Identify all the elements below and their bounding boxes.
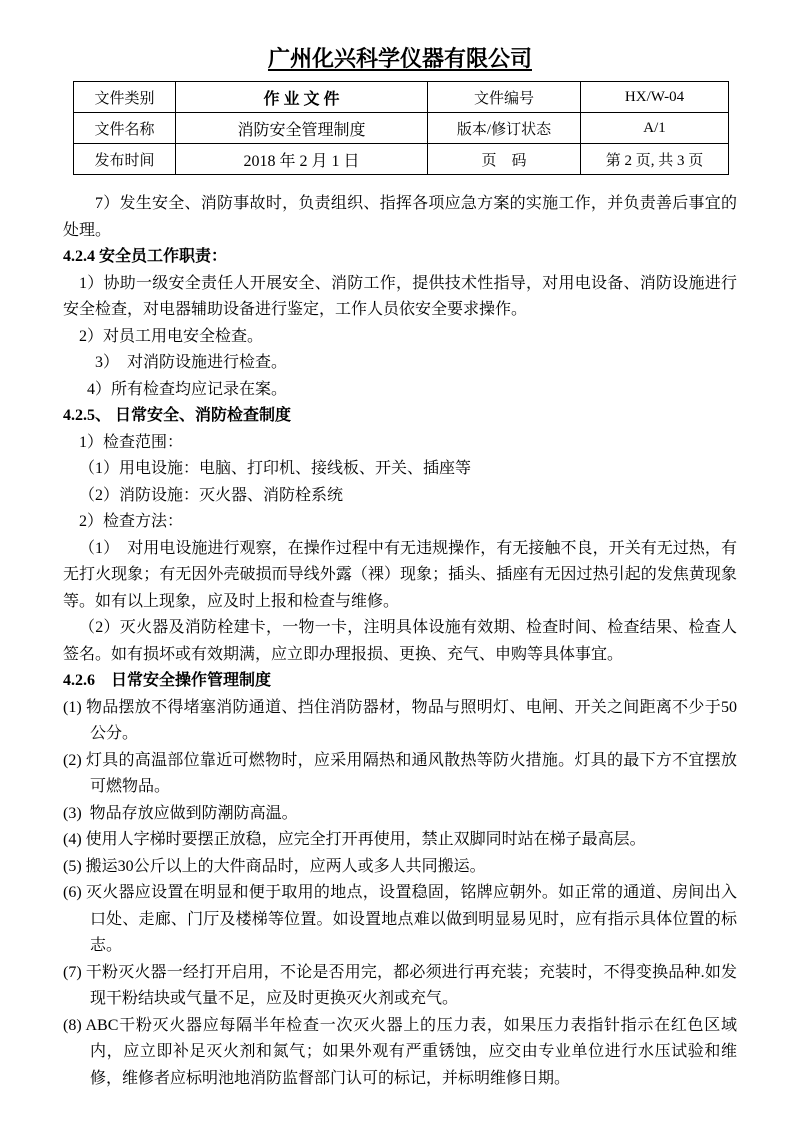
op-marker: (7) [63, 963, 82, 981]
cell-doc-name-label: 文件名称 [74, 113, 176, 144]
op-marker: (8) [63, 1016, 82, 1034]
cell-page-label: 页 码 [428, 144, 581, 175]
heading-4-2-6: 4.2.6 日常安全操作管理制度 [63, 672, 272, 689]
cell-publish-date-value: 2018 年 2 月 1 日 [176, 144, 428, 175]
op-text: 使用人字梯时要摆正放稳，应完全打开再使用，禁止双脚同时站在梯子最高层。 [85, 831, 646, 848]
op-text: 灭火器应设置在明显和便于取用的地点，设置稳固，铭牌应朝外。如正常的通道、房间出入口处、走廊、门厅及楼梯等位置。如设置地点难以做到明显易见时，应有指示具体位置的标志。 [85, 884, 737, 954]
cell-doc-number-label: 文件编号 [428, 82, 581, 113]
op-marker: (5) [63, 857, 82, 875]
cell-doc-type-label: 文件类别 [74, 82, 176, 113]
document-body [63, 191, 737, 1092]
heading-4-2-4: 4.2.4 安全员工作职责： [63, 248, 228, 265]
op-marker: (4) [63, 831, 82, 848]
clause-check-scope: 1）检查范围： [79, 433, 184, 451]
heading-4-2-5: 4.2.5、 日常安全、消防检查制度 [63, 407, 292, 424]
table-row-publish-date [74, 144, 729, 175]
op-item-4 [63, 827, 737, 854]
cell-version-label: 版本/修订状态 [428, 113, 581, 144]
document-info-table [73, 81, 729, 175]
clause-method-observe: （1） 对用电设施进行观察，在操作过程中有无违规操作，有无接触不良，开关有无过热，有无打火现象；有无因外壳破损而导线外露（裸）现象；插头、插座有无因过热引起的发焦黄现象等。如有以上现象，应及时上报和检查与维修。 [63, 539, 737, 610]
clause-staff-electric-check: 2）对员工用电安全检查。 [79, 327, 264, 345]
cell-publish-date-label: 发布时间 [74, 144, 176, 175]
op-marker: (3) [63, 804, 82, 822]
op-marker: (2) [63, 751, 82, 769]
op-marker: (6) [63, 884, 82, 901]
cell-version-value: A/1 [581, 113, 729, 144]
op-text: ABC干粉灭火器应每隔半年检查一次灭火器上的压力表，如果压力表指针指示在红色区域内，应立即补足灭火剂和氮气；如果外观有严重锈蚀，应交由专业单位进行水压试验和维修，维修者应标明池地消防监督部门认可的标记，并标明维修日期。 [85, 1016, 737, 1087]
clause-scope-electric: （1）用电设施：电脑、打印机、接线板、开关、插座等 [79, 460, 472, 477]
op-item-2 [63, 748, 737, 801]
table-row-doc-type [74, 82, 729, 113]
op-text: 物品存放应做到防潮防高温。 [85, 804, 298, 822]
op-text: 灯具的高温部位靠近可燃物时，应采用隔热和通风散热等防火措施。灯具的最下方不宜摆放可燃物品。 [85, 751, 737, 795]
op-text: 物品摆放不得堵塞消防通道、挡住消防器材，物品与照明灯、电闸、开关之间距离不少于50公分。 [85, 698, 737, 742]
clause-fire-facility-check: 3） 对消防设施进行检查。 [95, 354, 288, 371]
clause-7-emergency: 7）发生安全、消防事故时，负责组织、指挥各项应急方案的实施工作，并负责善后事宜的处理。 [63, 195, 737, 239]
op-item-8 [63, 1013, 737, 1093]
cell-doc-type-value: 作 业 文 件 [176, 82, 428, 113]
clause-method-card: （2）灭火器及消防栓建卡，一物一卡，注明具体设施有效期、检查时间、检查结果、检查人签名。如有损坏或有效期满，应立即办理报损、更换、充气、申购等具体事宜。 [63, 619, 737, 663]
table-row-doc-name [74, 113, 729, 144]
op-text: 搬运30公斤以上的大件商品时，应两人或多人共同搬运。 [85, 857, 486, 875]
clause-scope-fire: （2）消防设施：灭火器、消防栓系统 [79, 486, 344, 504]
clause-check-method: 2）检查方法： [79, 513, 184, 530]
op-text: 干粉灭火器一经打开启用，不论是否用完，都必须进行再充装；充装时，不得变换品种.如发现干粉结块或气量不足，应及时更换灭火剂或充气。 [85, 963, 737, 1007]
op-item-6 [63, 880, 737, 960]
op-item-5 [63, 854, 737, 881]
op-item-7 [63, 960, 737, 1013]
cell-doc-name-value: 消防安全管理制度 [176, 113, 428, 144]
op-item-1 [63, 695, 737, 748]
clause-record-checks: 4）所有检查均应记录在案。 [87, 380, 288, 398]
cell-doc-number-value: HX/W-04 [581, 82, 729, 113]
clause-assist-safety: 1）协助一级安全责任人开展安全、消防工作，提供技术性指导，对用电设备、消防设施进行安全检查，对电器辅助设备进行鉴定，工作人员依安全要求操作。 [63, 274, 737, 318]
op-marker: (1) [63, 698, 82, 716]
cell-page-value: 第 2 页, 共 3 页 [581, 144, 729, 175]
company-title: 广州化兴科学仪器有限公司 [267, 46, 532, 71]
op-item-3 [63, 801, 737, 828]
